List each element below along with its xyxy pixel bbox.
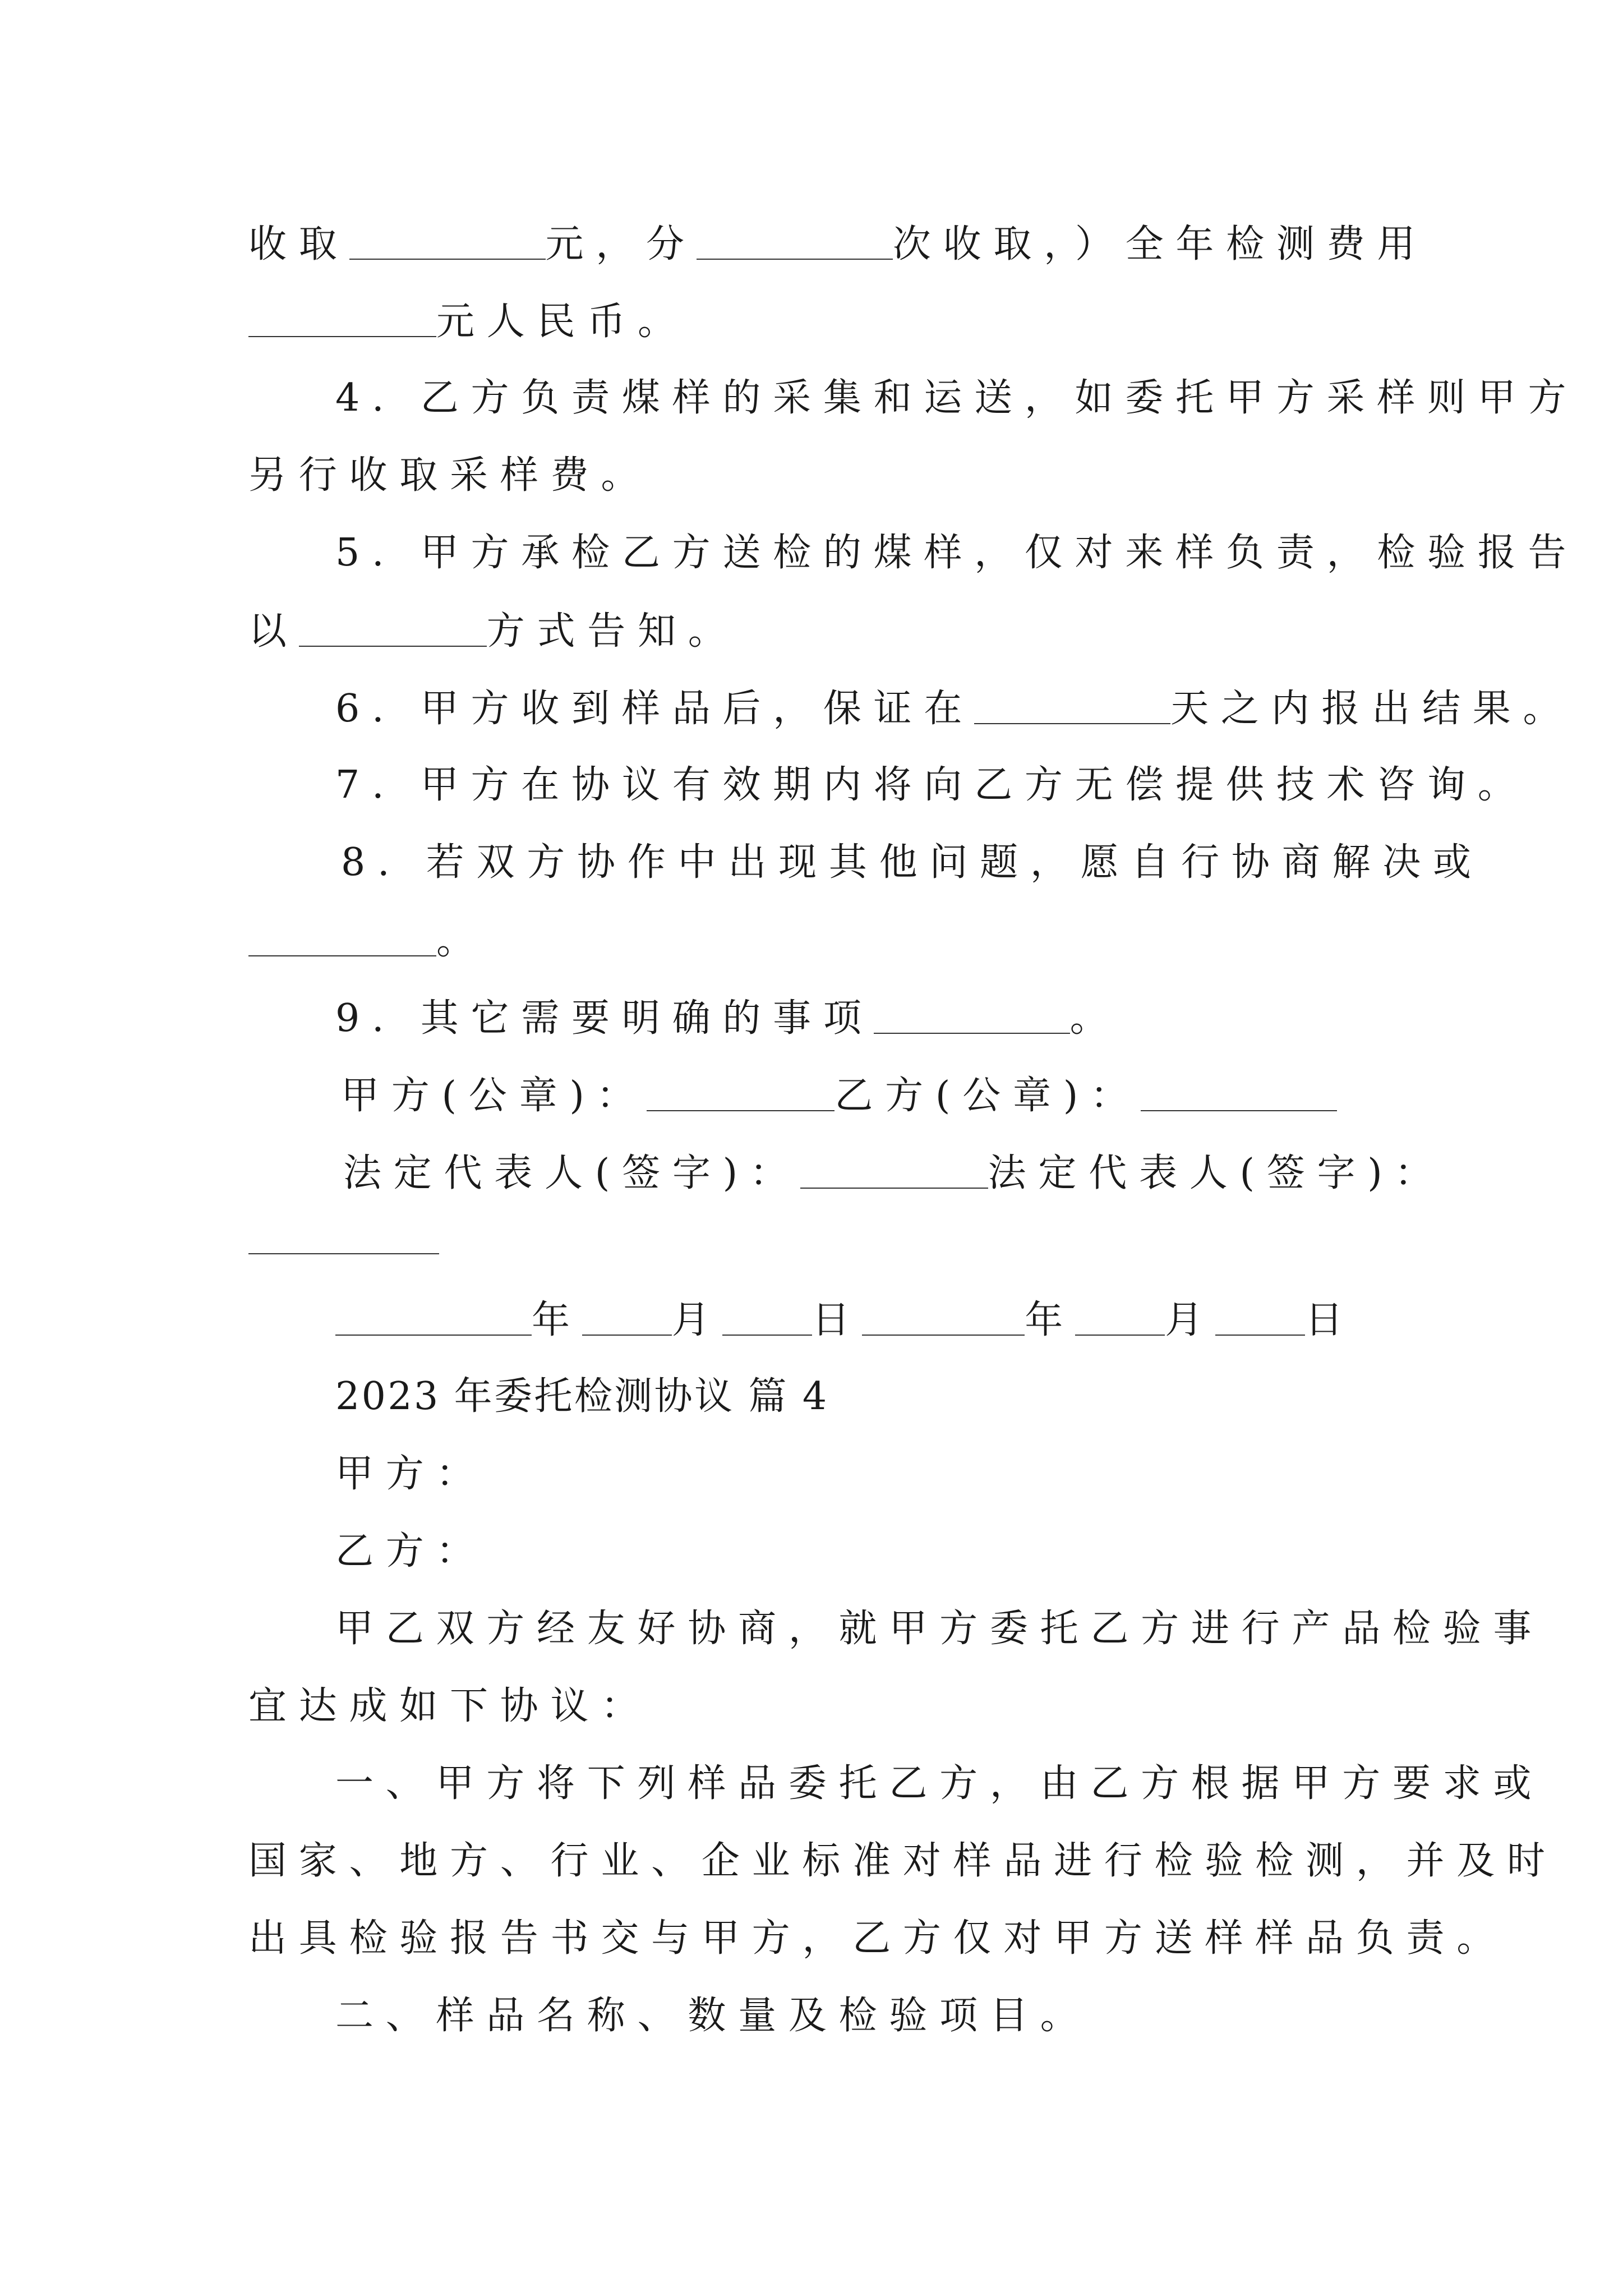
fill-in-blank [248, 1253, 439, 1254]
clause-4-line-2 [248, 453, 652, 498]
year-label: 年 [532, 1297, 582, 1342]
fill-in-blank [248, 302, 436, 337]
clause-8-line-1 [341, 840, 1483, 885]
fill-in-blank [697, 224, 893, 260]
fill-in-blank [874, 999, 1070, 1034]
party-a-representative-label: 法定代表人(签字)： [343, 1151, 800, 1195]
fill-in-blank [1141, 1076, 1337, 1111]
fill-in-blank [248, 921, 436, 956]
party-b-seal-label: 乙方(公章)： [834, 1073, 1141, 1118]
article-1-line-1 [335, 1761, 1544, 1806]
text-segment: 4. 乙方负责煤样的采集和运送，如委托甲方采样则甲方 [335, 376, 1579, 420]
fill-in-blank [1075, 1300, 1165, 1336]
text-segment: 9. 其它需要明确的事项 [335, 996, 874, 1041]
article-2-line-1 [335, 1994, 1091, 2038]
text-segment: 元人民币。 [436, 299, 688, 344]
month-label: 月 [671, 1297, 722, 1342]
text-segment: 出具检验报告书交与甲方，乙方仅对甲方送样样品负责。 [248, 1916, 1507, 1961]
text-segment: 一、甲方将下列样品委托乙方，由乙方根据甲方要求或 [335, 1761, 1544, 1806]
text-segment: 宜达成如下协议： [248, 1684, 652, 1728]
party-a-line [335, 1452, 487, 1496]
text-segment: 。 [436, 918, 487, 963]
text-segment: 以 [248, 609, 299, 654]
text-segment: 二、样品名称、数量及检验项目。 [335, 1994, 1091, 2038]
clause-8-line-2 [248, 918, 487, 963]
intro-line-1 [335, 1607, 1544, 1651]
text-segment: 5. 甲方承检乙方送检的煤样，仅对来样负责，检验报告 [335, 531, 1579, 575]
text-segment: 6. 甲方收到样品后，保证在 [335, 686, 975, 731]
text-segment: 次收取，）全年检测费用 [892, 222, 1428, 266]
text-segment: 乙方： [335, 1529, 487, 1573]
text-segment: 天之内报出结果。 [1170, 686, 1574, 731]
clause-9 [335, 996, 1121, 1041]
text-segment: 甲方： [335, 1452, 487, 1496]
fill-in-blank [647, 1076, 834, 1111]
day-label: 日 [1304, 1297, 1355, 1342]
signature-representative-line [343, 1153, 1445, 1193]
clause-6 [335, 686, 1574, 731]
party-b-line [335, 1529, 487, 1573]
party-b-representative-label: 法定代表人(签字)： [988, 1151, 1445, 1195]
text-segment: 。 [1069, 996, 1121, 1041]
text-line-fee-collection [248, 224, 1427, 264]
fill-in-blank [299, 611, 487, 647]
party-a-seal-label: 甲方(公章)： [341, 1073, 647, 1118]
fill-in-blank [974, 689, 1170, 724]
fill-in-blank [722, 1300, 812, 1336]
section-heading [335, 1374, 829, 1419]
article-1-line-3 [248, 1916, 1507, 1961]
date-line [335, 1297, 1355, 1342]
text-segment: 7. 甲方在协议有效期内将向乙方无偿提供技术咨询。 [335, 763, 1528, 807]
text-segment: 国家、地方、行业、企业标准对样品进行检验检测，并及时 [248, 1839, 1557, 1883]
clause-7 [335, 763, 1528, 807]
fill-in-blank [862, 1300, 1025, 1336]
heading-text: 2023 年委托检测协议 篇 4 [335, 1374, 829, 1419]
clause-5-line-1 [335, 531, 1579, 575]
fill-in-blank [335, 1300, 532, 1336]
text-segment: 元，分 [545, 222, 697, 266]
fill-in-blank [349, 224, 546, 260]
text-line-annual-fee [248, 299, 688, 344]
article-1-line-2 [248, 1839, 1557, 1883]
fill-in-blank [1215, 1300, 1305, 1336]
signature-seal-line [341, 1073, 1337, 1118]
text-segment: 另行收取采样费。 [248, 453, 652, 498]
year-label: 年 [1025, 1297, 1076, 1342]
intro-line-2 [248, 1684, 652, 1728]
fill-in-blank [800, 1153, 988, 1189]
text-segment: 甲乙双方经友好协商，就甲方委托乙方进行产品检验事 [335, 1607, 1544, 1651]
fill-in-blank [582, 1300, 672, 1336]
clause-4-line-1 [335, 376, 1579, 420]
month-label: 月 [1165, 1297, 1215, 1342]
text-segment: 方式告知。 [486, 609, 739, 654]
day-label: 日 [811, 1297, 863, 1342]
text-segment: 收取 [248, 222, 349, 266]
clause-5-line-2 [248, 609, 739, 654]
text-segment: 8. 若双方协作中出现其他问题，愿自行协商解决或 [341, 840, 1483, 885]
